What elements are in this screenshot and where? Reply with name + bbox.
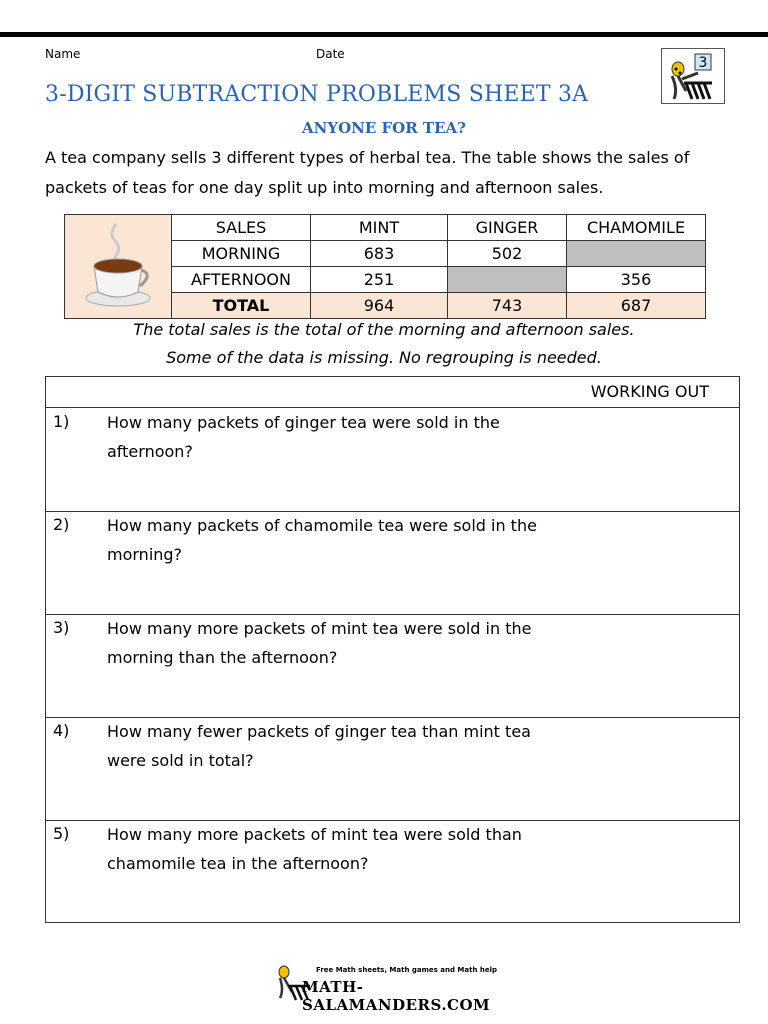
table-header-row: [65, 215, 706, 241]
question-text: How many more packets of mint tea were sold in the morning than the afternoon?: [107, 619, 532, 667]
footer-logo: [272, 962, 502, 1014]
header-mint: MINT: [311, 215, 448, 241]
questions-header: [46, 377, 739, 408]
header-chamomile: CHAMOMILE: [567, 215, 706, 241]
question-row: [46, 511, 739, 615]
header-ginger: GINGER: [448, 215, 567, 241]
page-subtitle: ANYONE FOR TEA?: [302, 119, 466, 137]
sales-table: [64, 214, 706, 319]
question-text: How many more packets of mint tea were sold than chamomile tea in the afternoon?: [107, 825, 522, 873]
question-number: 2): [53, 515, 70, 534]
name-label: Name: [45, 47, 81, 61]
logo-digit: 3: [698, 55, 708, 71]
question-number: 5): [53, 824, 70, 843]
question-number: 4): [53, 721, 70, 740]
cell-ginger-total: 743: [448, 293, 567, 319]
tea-cup-icon: [78, 220, 158, 310]
salamander-icon: [662, 49, 724, 103]
footer-tagline: Free Math sheets, Math games and Math help: [316, 966, 498, 974]
question-number: 3): [53, 618, 70, 637]
date-label: Date: [316, 47, 345, 61]
row-label-total: TOTAL: [172, 293, 311, 319]
cell-mint-total: 964: [311, 293, 448, 319]
note-line-1: The total sales is the total of the morning and afternoon sales.: [133, 320, 635, 339]
row-label: MORNING: [172, 241, 311, 267]
question-number: 1): [53, 412, 70, 431]
working-out-label: WORKING OUT: [590, 382, 709, 401]
question-row: [46, 614, 739, 718]
cell-mint: 251: [311, 267, 448, 293]
cell-ginger-missing: [448, 267, 567, 293]
footer-site-link[interactable]: MATH-SALAMANDERS.COM: [302, 978, 491, 1014]
question-row: [46, 408, 739, 512]
header-sales: SALES: [172, 215, 311, 241]
page-title: 3-DIGIT SUBTRACTION PROBLEMS SHEET 3A: [45, 82, 589, 107]
top-rule: [0, 32, 768, 37]
note-line-2: Some of the data is missing. No regrouping is needed.: [166, 348, 602, 367]
cell-chamomile-missing: [567, 241, 706, 267]
cell-chamomile-total: 687: [567, 293, 706, 319]
intro-paragraph: A tea company sells 3 different types of herbal tea. The table shows the sales of packets of teas for one day split up into morning and afternoon sales.: [45, 148, 690, 197]
questions-box: [45, 376, 740, 923]
question-text: How many packets of ginger tea were sold in the afternoon?: [107, 413, 500, 461]
tea-cup-cell: [65, 215, 172, 319]
row-label: AFTERNOON: [172, 267, 311, 293]
cell-chamomile: 356: [567, 267, 706, 293]
question-text: How many fewer packets of ginger tea than mint tea were sold in total?: [107, 722, 531, 770]
salamander-logo: [661, 48, 725, 104]
question-row: [46, 717, 739, 821]
question-text: How many packets of chamomile tea were sold in the morning?: [107, 516, 537, 564]
question-row: [46, 820, 739, 922]
cell-mint: 683: [311, 241, 448, 267]
cell-ginger: 502: [448, 241, 567, 267]
